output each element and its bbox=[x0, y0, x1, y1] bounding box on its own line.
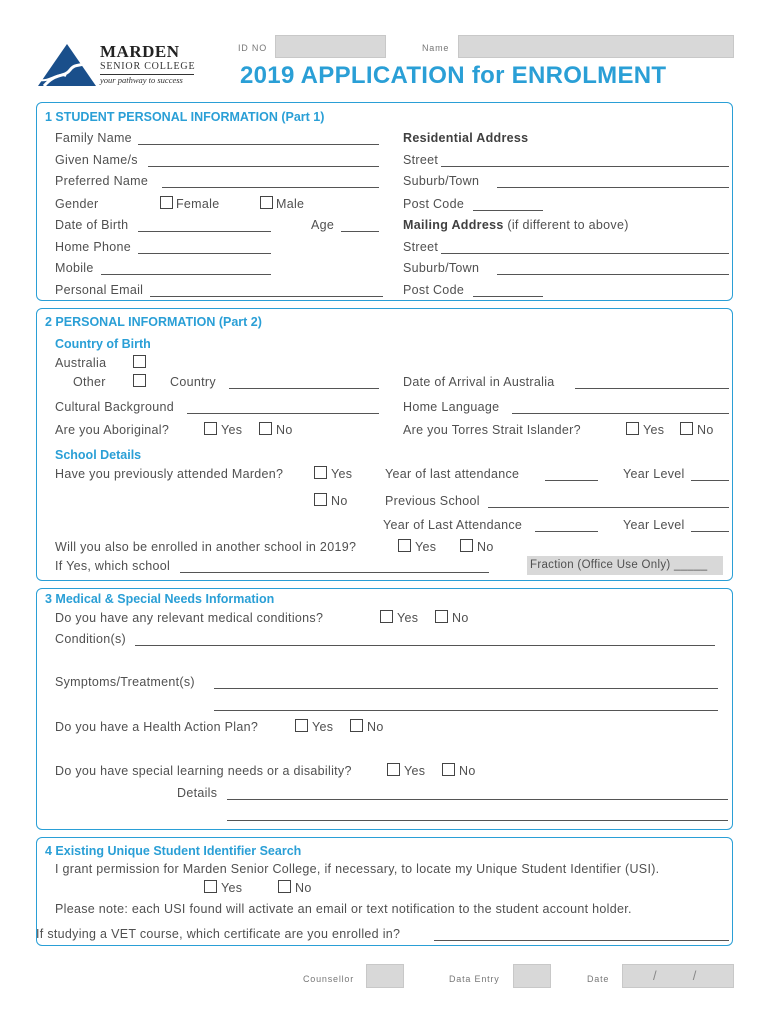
other-label: Other bbox=[73, 375, 106, 389]
symptoms-label: Symptoms/Treatment(s) bbox=[55, 675, 195, 689]
postcode-field[interactable] bbox=[473, 210, 543, 211]
date-label: Date bbox=[587, 974, 610, 984]
aboriginal-no-label: No bbox=[276, 423, 293, 437]
health-plan-yes-checkbox[interactable] bbox=[295, 719, 308, 732]
another-school-yes-label: Yes bbox=[415, 540, 437, 554]
special-needs-label: Do you have special learning needs or a disability? bbox=[55, 764, 352, 778]
dob-field[interactable] bbox=[138, 231, 271, 232]
another-school-no-checkbox[interactable] bbox=[460, 539, 473, 552]
details-field-2[interactable] bbox=[227, 820, 728, 821]
other-checkbox[interactable] bbox=[133, 374, 146, 387]
aboriginal-yes-label: Yes bbox=[221, 423, 243, 437]
preferred-name-field[interactable] bbox=[162, 187, 379, 188]
preferred-name-label: Preferred Name bbox=[55, 174, 149, 188]
health-plan-label: Do you have a Health Action Plan? bbox=[55, 720, 259, 734]
special-needs-no-checkbox[interactable] bbox=[442, 763, 455, 776]
mountain-logo-icon bbox=[36, 42, 98, 90]
male-checkbox[interactable] bbox=[260, 196, 273, 209]
health-plan-yes-label: Yes bbox=[312, 720, 334, 734]
medical-no-label: No bbox=[452, 611, 469, 625]
country-field[interactable] bbox=[229, 388, 379, 389]
res-address-heading: Residential Address bbox=[403, 131, 529, 145]
counsellor-label: Counsellor bbox=[303, 974, 355, 984]
data-entry-field[interactable] bbox=[513, 964, 551, 988]
aboriginal-label: Are you Aboriginal? bbox=[55, 423, 170, 437]
section-3-heading: 3 Medical & Special Needs Information bbox=[45, 592, 275, 606]
email-label: Personal Email bbox=[55, 283, 144, 297]
special-needs-yes-label: Yes bbox=[404, 764, 426, 778]
health-plan-no-checkbox[interactable] bbox=[350, 719, 363, 732]
page-title: 2019 APPLICATION for ENROLMENT bbox=[240, 62, 667, 89]
prev-attended-yes-label: Yes bbox=[331, 467, 353, 481]
mobile-label: Mobile bbox=[55, 261, 94, 275]
logo-name: MARDEN bbox=[100, 42, 180, 61]
section-1-heading: 1 STUDENT PERSONAL INFORMATION (Part 1) bbox=[45, 110, 325, 124]
year-level-label: Year Level bbox=[623, 467, 685, 481]
aboriginal-yes-checkbox[interactable] bbox=[204, 422, 217, 435]
arrival-field[interactable] bbox=[575, 388, 729, 389]
prev-school-label: Previous School bbox=[385, 494, 480, 508]
id-no-field[interactable] bbox=[275, 35, 386, 58]
suburb-label: Suburb/Town bbox=[403, 174, 480, 188]
usi-no-checkbox[interactable] bbox=[278, 880, 291, 893]
vet-label: If studying a VET course, which certificate are you enrolled in? bbox=[36, 927, 401, 941]
another-school-label: Will you also be enrolled in another school in 2019? bbox=[55, 540, 357, 554]
year-last2-field[interactable] bbox=[535, 531, 598, 532]
health-plan-no-label: No bbox=[367, 720, 384, 734]
details-field[interactable] bbox=[227, 799, 728, 800]
details-label: Details bbox=[177, 786, 218, 800]
torres-no-checkbox[interactable] bbox=[680, 422, 693, 435]
female-checkbox[interactable] bbox=[160, 196, 173, 209]
mail-address-label: Mailing Address bbox=[403, 218, 504, 232]
school-details-heading: School Details bbox=[55, 448, 142, 462]
year-level2-label: Year Level bbox=[623, 518, 685, 532]
dob-label: Date of Birth bbox=[55, 218, 129, 232]
arrival-label: Date of Arrival in Australia bbox=[403, 375, 555, 389]
cultural-field[interactable] bbox=[187, 413, 379, 414]
prev-attended-label: Have you previously attended Marden? bbox=[55, 467, 284, 481]
home-lang-field[interactable] bbox=[512, 413, 729, 414]
name-label: Name bbox=[422, 43, 450, 53]
female-label: Female bbox=[176, 197, 220, 211]
counsellor-field[interactable] bbox=[366, 964, 404, 988]
year-level-field[interactable] bbox=[691, 480, 729, 481]
special-needs-no-label: No bbox=[459, 764, 476, 778]
data-entry-label: Data Entry bbox=[449, 974, 500, 984]
home-phone-field[interactable] bbox=[138, 253, 271, 254]
prev-attended-no-label: No bbox=[331, 494, 348, 508]
torres-yes-checkbox[interactable] bbox=[626, 422, 639, 435]
symptoms-field[interactable] bbox=[214, 688, 718, 689]
usi-note-text: Please note: each USI found will activate an email or text notification to the student account holder. bbox=[55, 902, 632, 916]
which-school-field[interactable] bbox=[180, 572, 489, 573]
section-1-panel bbox=[36, 102, 733, 301]
street-field[interactable] bbox=[441, 166, 729, 167]
conditions-field[interactable] bbox=[135, 645, 715, 646]
torres-no-label: No bbox=[697, 423, 714, 437]
conditions-label: Condition(s) bbox=[55, 632, 126, 646]
section-4-heading: 4 Existing Unique Student Identifier Search bbox=[45, 844, 302, 858]
given-names-label: Given Name/s bbox=[55, 153, 138, 167]
prev-school-field[interactable] bbox=[488, 507, 729, 508]
symptoms-field-2[interactable] bbox=[214, 710, 718, 711]
usi-yes-checkbox[interactable] bbox=[204, 880, 217, 893]
australia-label: Australia bbox=[55, 356, 107, 370]
fraction-label: Fraction (Office Use Only) _____ bbox=[530, 559, 708, 571]
torres-label: Are you Torres Strait Islander? bbox=[403, 423, 581, 437]
age-field[interactable] bbox=[341, 231, 379, 232]
suburb2-field[interactable] bbox=[497, 274, 729, 275]
torres-yes-label: Yes bbox=[643, 423, 665, 437]
logo-tagline: your pathway to success bbox=[100, 75, 183, 85]
mobile-field[interactable] bbox=[101, 274, 271, 275]
year-level2-field[interactable] bbox=[691, 531, 729, 532]
name-field[interactable] bbox=[458, 35, 734, 58]
usi-yes-label: Yes bbox=[221, 881, 243, 895]
medical-yes-checkbox[interactable] bbox=[380, 610, 393, 623]
usi-no-label: No bbox=[295, 881, 312, 895]
street-label: Street bbox=[403, 153, 439, 167]
medical-q-label: Do you have any relevant medical conditions? bbox=[55, 611, 324, 625]
email-field[interactable] bbox=[150, 296, 383, 297]
country-label: Country bbox=[170, 375, 216, 389]
id-no-label: ID NO bbox=[238, 43, 268, 53]
postcode-label: Post Code bbox=[403, 197, 465, 211]
date-separators: / / bbox=[653, 968, 697, 983]
usi-grant-text: I grant permission for Marden Senior College, if necessary, to locate my Unique Student Identifier (USI). bbox=[55, 862, 660, 876]
medical-no-checkbox[interactable] bbox=[435, 610, 448, 623]
gender-label: Gender bbox=[55, 197, 99, 211]
vet-field[interactable] bbox=[434, 940, 729, 941]
section-2-heading: 2 PERSONAL INFORMATION (Part 2) bbox=[45, 315, 262, 329]
street2-label: Street bbox=[403, 240, 439, 254]
medical-yes-label: Yes bbox=[397, 611, 419, 625]
home-phone-label: Home Phone bbox=[55, 240, 131, 254]
postcode2-label: Post Code bbox=[403, 283, 465, 297]
aboriginal-no-checkbox[interactable] bbox=[259, 422, 272, 435]
family-name-label: Family Name bbox=[55, 131, 132, 145]
age-label: Age bbox=[311, 218, 335, 232]
suburb2-label: Suburb/Town bbox=[403, 261, 480, 275]
logo-sub: SENIOR COLLEGE bbox=[100, 61, 196, 72]
year-last-label: Year of last attendance bbox=[385, 467, 520, 481]
home-lang-label: Home Language bbox=[403, 400, 500, 414]
prev-attended-yes-checkbox[interactable] bbox=[314, 466, 327, 479]
given-names-field[interactable] bbox=[148, 166, 379, 167]
cultural-label: Cultural Background bbox=[55, 400, 174, 414]
family-name-field[interactable] bbox=[138, 144, 379, 145]
special-needs-yes-checkbox[interactable] bbox=[387, 763, 400, 776]
suburb-field[interactable] bbox=[497, 187, 729, 188]
postcode2-field[interactable] bbox=[473, 296, 543, 297]
another-school-yes-checkbox[interactable] bbox=[398, 539, 411, 552]
year-last2-label: Year of Last Attendance bbox=[383, 518, 523, 532]
mail-address-note: (if different to above) bbox=[507, 218, 629, 232]
mail-address-heading bbox=[403, 218, 629, 232]
year-last-field[interactable] bbox=[545, 480, 598, 481]
which-school-label: If Yes, which school bbox=[55, 559, 171, 573]
cob-heading: Country of Birth bbox=[55, 337, 151, 351]
another-school-no-label: No bbox=[477, 540, 494, 554]
australia-checkbox[interactable] bbox=[133, 355, 146, 368]
male-label: Male bbox=[276, 197, 305, 211]
street2-field[interactable] bbox=[441, 253, 729, 254]
prev-attended-no-checkbox[interactable] bbox=[314, 493, 327, 506]
